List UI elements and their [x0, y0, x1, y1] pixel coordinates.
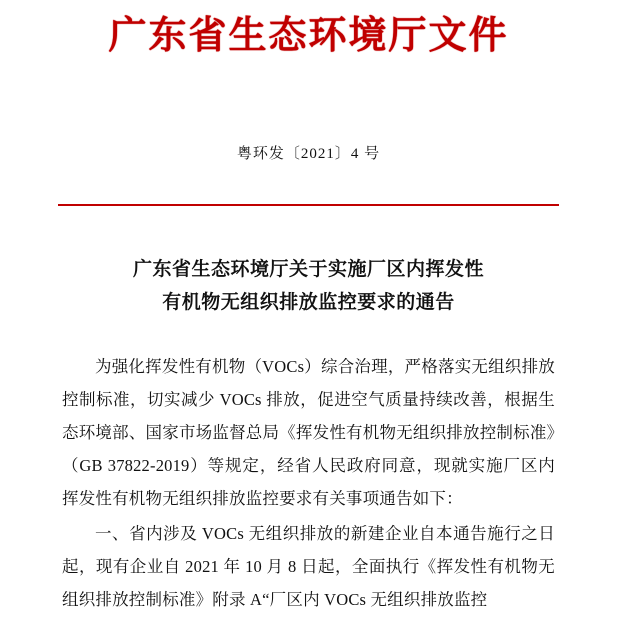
- document-body: [62, 350, 555, 616]
- red-horizontal-rule: [58, 204, 559, 206]
- document-number: 粤环发〔2021〕4 号: [236, 145, 381, 162]
- document-title-line-2: 有机物无组织排放监控要求的通告: [162, 291, 455, 313]
- document-masthead-title: 广东省生态环境厅文件: [108, 15, 509, 57]
- body-paragraph-2: 一、省内涉及 VOCs 无组织排放的新建企业自本通告施行之日起，现有企业自 2021 年 10 月 8 日起，全面执行《挥发性有机物无组织排放控制标准》附录 A“厂区内 VOCs 无组织排放监控: [62, 524, 555, 610]
- document-title-line-1: 广东省生态环境厅关于实施厂区内挥发性: [132, 258, 484, 280]
- document-title: [80, 253, 537, 320]
- body-paragraph-1: 为强化挥发性有机物（VOCs）综合治理，严格落实无组织排放控制标准，切实减少 VOCs 排放，促进空气质量持续改善，根据生态环境部、国家市场监督总局《挥发性有机物无组织排放控制标准》（GB 37822-2019）等规定，经省人民政府同意，现就实施厂区内挥发性有机物无组织排放监控要求有关事项通告如下：: [62, 357, 555, 509]
